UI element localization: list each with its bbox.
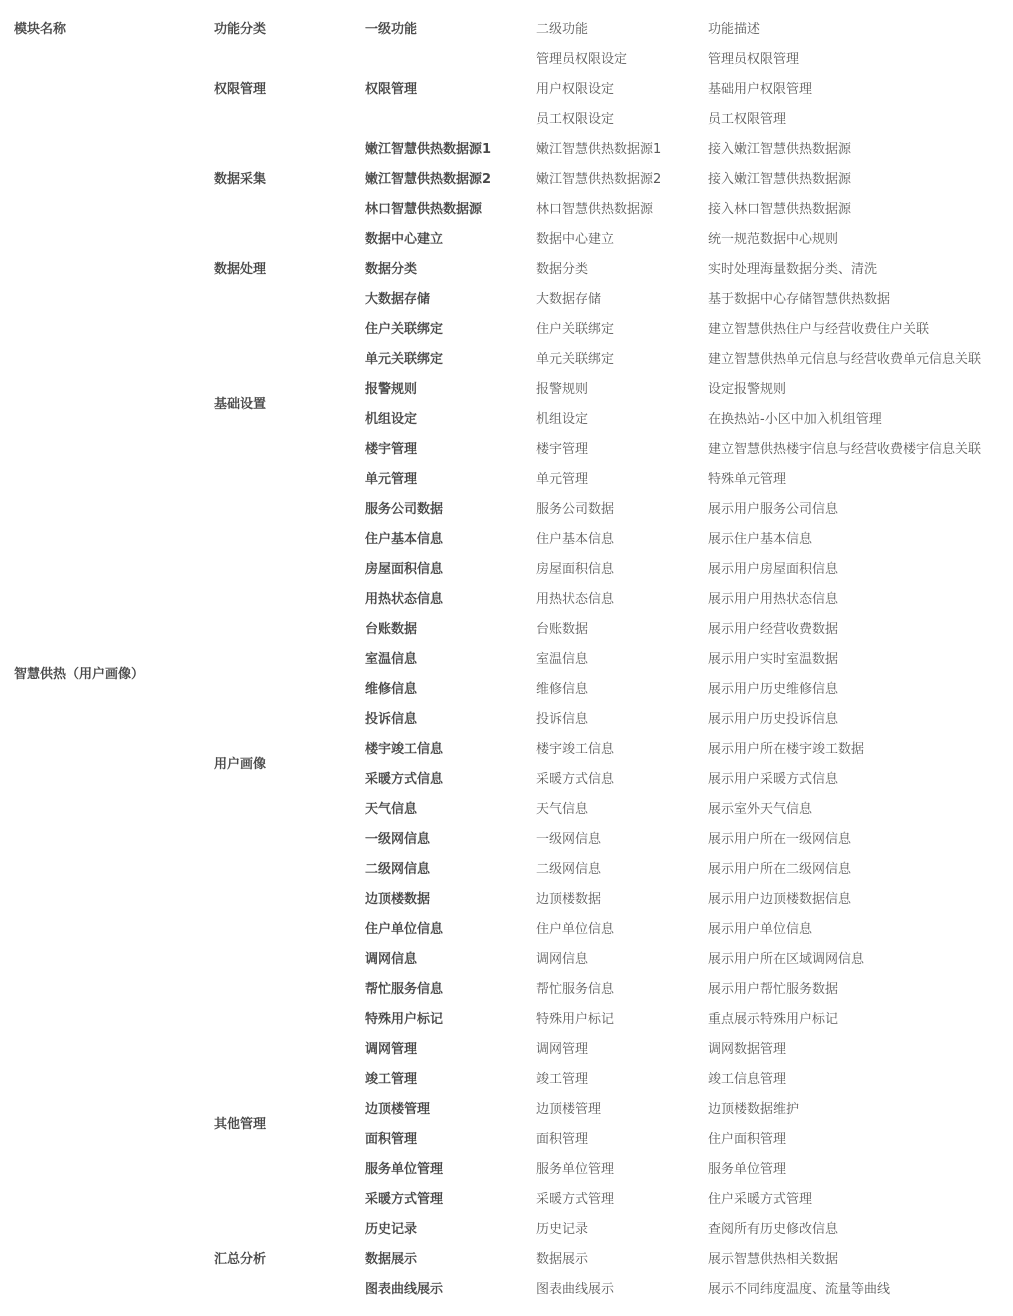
level2-function-cell: 采暖方式信息	[536, 772, 615, 787]
description-cell: 查阅所有历史修改信息	[708, 1222, 839, 1237]
level1-function-cell: 数据分类	[365, 262, 418, 277]
level2-function-cell: 室温信息	[536, 652, 589, 667]
level1-function-cell: 特殊用户标记	[365, 1012, 444, 1027]
level1-function-cell: 台账数据	[365, 622, 418, 637]
level2-function-cell: 一级网信息	[536, 832, 602, 847]
description-cell: 接入嫩江智慧供热数据源	[708, 172, 852, 187]
level2-function-cell: 楼宇管理	[536, 442, 589, 457]
level2-function-cell: 帮忙服务信息	[536, 982, 615, 997]
level1-function-cell: 一级网信息	[365, 832, 431, 847]
level1-function-cell: 数据展示	[365, 1252, 418, 1267]
level2-function-cell: 管理员权限设定	[536, 52, 628, 67]
description-cell: 调网数据管理	[708, 1042, 787, 1057]
level1-function-cell: 边顶楼管理	[365, 1102, 431, 1117]
description-cell: 展示用户历史投诉信息	[708, 712, 839, 727]
header-function-description: 功能描述	[708, 22, 761, 37]
level2-function-cell: 房屋面积信息	[536, 562, 615, 577]
description-cell: 建立智慧供热住户与经营收费住户关联	[708, 322, 930, 337]
category-data-processing: 数据处理	[214, 262, 267, 277]
description-cell: 展示用户所在一级网信息	[708, 832, 852, 847]
level2-function-cell: 服务单位管理	[536, 1162, 615, 1177]
description-cell: 建立智慧供热楼宇信息与经营收费楼宇信息关联	[708, 442, 982, 457]
level2-function-cell: 数据分类	[536, 262, 589, 277]
category-user-profile: 用户画像	[214, 757, 267, 772]
level2-function-cell: 边顶楼数据	[536, 892, 602, 907]
level2-function-cell: 嫩江智慧供热数据源1	[536, 142, 662, 157]
level2-function-cell: 特殊用户标记	[536, 1012, 615, 1027]
level1-function-cell: 二级网信息	[365, 862, 431, 877]
description-cell: 在换热站-小区中加入机组管理	[708, 412, 882, 427]
description-cell: 服务单位管理	[708, 1162, 787, 1177]
level1-function-cell: 调网管理	[365, 1042, 418, 1057]
description-cell: 展示用户实时室温数据	[708, 652, 839, 667]
description-cell: 展示用户历史维修信息	[708, 682, 839, 697]
description-cell: 展示用户服务公司信息	[708, 502, 839, 517]
level2-function-cell: 用热状态信息	[536, 592, 615, 607]
description-cell: 接入林口智慧供热数据源	[708, 202, 852, 217]
level2-function-cell: 林口智慧供热数据源	[536, 202, 654, 217]
description-cell: 展示用户用热状态信息	[708, 592, 839, 607]
level2-function-cell: 历史记录	[536, 1222, 589, 1237]
description-cell: 统一规范数据中心规则	[708, 232, 839, 247]
level1-function-cell: 竣工管理	[365, 1072, 418, 1087]
level1-function-cell: 服务单位管理	[365, 1162, 444, 1177]
description-cell: 管理员权限管理	[708, 52, 800, 67]
description-cell: 基础用户权限管理	[708, 82, 813, 97]
level1-function-cell: 房屋面积信息	[365, 562, 444, 577]
level1-function-cell: 数据中心建立	[365, 232, 444, 247]
level1-function-cell: 边顶楼数据	[365, 892, 431, 907]
level2-function-cell: 台账数据	[536, 622, 589, 637]
description-cell: 建立智慧供热单元信息与经营收费单元信息关联	[708, 352, 982, 367]
description-cell: 竣工信息管理	[708, 1072, 787, 1087]
level2-function-cell: 住户基本信息	[536, 532, 615, 547]
level1-function-cell: 林口智慧供热数据源	[365, 202, 483, 217]
header-level2-function: 二级功能	[536, 22, 589, 37]
level1-function-cell: 住户单位信息	[365, 922, 444, 937]
level2-function-cell: 调网信息	[536, 952, 589, 967]
header-module-name: 模块名称	[14, 22, 67, 37]
description-cell: 展示用户单位信息	[708, 922, 813, 937]
category-summary-analysis: 汇总分析	[214, 1252, 267, 1267]
description-cell: 实时处理海量数据分类、清洗	[708, 262, 878, 277]
level2-function-cell: 调网管理	[536, 1042, 589, 1057]
level1-function-cell: 调网信息	[365, 952, 418, 967]
level1-function-cell: 历史记录	[365, 1222, 418, 1237]
description-cell: 展示用户经营收费数据	[708, 622, 839, 637]
description-cell: 特殊单元管理	[708, 472, 787, 487]
level1-function-cell: 采暖方式管理	[365, 1192, 444, 1207]
level1-function-cell: 嫩江智慧供热数据源2	[365, 172, 492, 187]
description-cell: 展示用户房屋面积信息	[708, 562, 839, 577]
level2-function-cell: 机组设定	[536, 412, 589, 427]
level2-function-cell: 住户关联绑定	[536, 322, 615, 337]
level1-function-cell: 帮忙服务信息	[365, 982, 444, 997]
level2-function-cell: 天气信息	[536, 802, 589, 817]
level2-function-cell: 数据中心建立	[536, 232, 615, 247]
level2-function-cell: 竣工管理	[536, 1072, 589, 1087]
level1-function-cell: 楼宇管理	[365, 442, 418, 457]
level1-function-cell: 楼宇竣工信息	[365, 742, 444, 757]
level1-function-cell: 面积管理	[365, 1132, 418, 1147]
level2-function-cell: 二级网信息	[536, 862, 602, 877]
description-cell: 展示智慧供热相关数据	[708, 1252, 839, 1267]
level2-function-cell: 服务公司数据	[536, 502, 615, 517]
category-other-management: 其他管理	[214, 1117, 267, 1132]
level2-function-cell: 单元关联绑定	[536, 352, 615, 367]
level1-function-cell: 投诉信息	[365, 712, 418, 727]
level2-function-cell: 住户单位信息	[536, 922, 615, 937]
description-cell: 基于数据中心存储智慧供热数据	[708, 292, 891, 307]
level1-function-cell: 机组设定	[365, 412, 418, 427]
description-cell: 展示用户边顶楼数据信息	[708, 892, 852, 907]
level2-function-cell: 嫩江智慧供热数据源2	[536, 172, 662, 187]
level2-function-cell: 边顶楼管理	[536, 1102, 602, 1117]
description-cell: 重点展示特殊用户标记	[708, 1012, 839, 1027]
description-cell: 展示用户所在楼宇竣工数据	[708, 742, 865, 757]
level2-function-cell: 楼宇竣工信息	[536, 742, 615, 757]
level2-function-cell: 员工权限设定	[536, 112, 615, 127]
description-cell: 展示用户所在区域调网信息	[708, 952, 865, 967]
level1-function-cell: 天气信息	[365, 802, 418, 817]
level2-function-cell: 用户权限设定	[536, 82, 615, 97]
description-cell: 员工权限管理	[708, 112, 787, 127]
level1-function-cell: 维修信息	[365, 682, 418, 697]
level1-function-cell: 单元关联绑定	[365, 352, 444, 367]
level1-function-cell: 图表曲线展示	[365, 1282, 444, 1297]
description-cell: 展示室外天气信息	[708, 802, 813, 817]
description-cell: 住户采暖方式管理	[708, 1192, 813, 1207]
description-cell: 展示用户采暖方式信息	[708, 772, 839, 787]
level2-function-cell: 数据展示	[536, 1252, 589, 1267]
level2-function-cell: 采暖方式管理	[536, 1192, 615, 1207]
description-cell: 住户面积管理	[708, 1132, 787, 1147]
category-data-collection: 数据采集	[214, 172, 267, 187]
level1-function-cell: 报警规则	[365, 382, 418, 397]
level1-function-cell: 采暖方式信息	[365, 772, 444, 787]
level1-function-cell: 服务公司数据	[365, 502, 444, 517]
category-basic-settings: 基础设置	[214, 397, 267, 412]
level1-function-cell: 室温信息	[365, 652, 418, 667]
level1-function-cell: 单元管理	[365, 472, 418, 487]
level1-function-cell: 住户基本信息	[365, 532, 444, 547]
description-cell: 展示用户所在二级网信息	[708, 862, 852, 877]
category-permission: 权限管理	[214, 82, 267, 97]
level2-function-cell: 投诉信息	[536, 712, 589, 727]
level2-function-cell: 面积管理	[536, 1132, 589, 1147]
description-cell: 边顶楼数据维护	[708, 1102, 800, 1117]
level2-function-cell: 维修信息	[536, 682, 589, 697]
level2-function-cell: 单元管理	[536, 472, 589, 487]
header-function-category: 功能分类	[214, 22, 267, 37]
header-level1-function: 一级功能	[365, 22, 418, 37]
description-cell: 展示住户基本信息	[708, 532, 813, 547]
level1-function-cell: 嫩江智慧供热数据源1	[365, 142, 492, 157]
description-cell: 设定报警规则	[708, 382, 787, 397]
level1-function-cell: 用热状态信息	[365, 592, 444, 607]
description-cell: 展示不同纬度温度、流量等曲线	[708, 1282, 891, 1297]
module-name-cell: 智慧供热（用户画像）	[14, 667, 145, 682]
level1-function-cell: 权限管理	[365, 82, 418, 97]
description-cell: 接入嫩江智慧供热数据源	[708, 142, 852, 157]
description-cell: 展示用户帮忙服务数据	[708, 982, 839, 997]
level2-function-cell: 大数据存储	[536, 292, 602, 307]
level2-function-cell: 报警规则	[536, 382, 589, 397]
level1-function-cell: 住户关联绑定	[365, 322, 444, 337]
level2-function-cell: 图表曲线展示	[536, 1282, 615, 1297]
level1-function-cell: 大数据存储	[365, 292, 431, 307]
